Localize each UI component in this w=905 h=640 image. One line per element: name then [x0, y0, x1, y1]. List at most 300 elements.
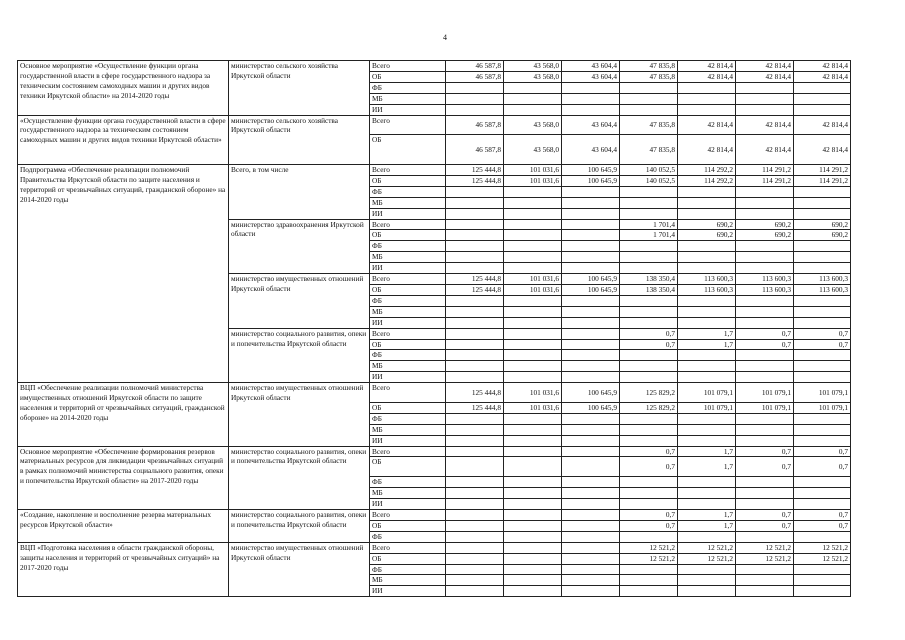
amount-cell: 101 079,1: [678, 402, 736, 413]
activity-name-cell: ВЦП «Обеспечение реализации полномочий министерства имущественных отношений Иркутской области по защите населения и территорий от чрезвычайных ситуаций, гражданской обороне» на 2014-2020 годы: [18, 383, 229, 446]
amount-cell: 690,2: [794, 230, 851, 241]
amount-cell: 0,7: [620, 520, 678, 531]
amount-cell: [678, 241, 736, 252]
amount-cell: 12 521,2: [678, 553, 736, 564]
amount-cell: [562, 372, 620, 383]
amount-cell: 114 292,2: [678, 175, 736, 186]
amount-cell: [446, 542, 504, 553]
amount-cell: [504, 82, 562, 93]
amount-cell: 101 031,6: [504, 402, 562, 413]
funding-source-cell: ИИ: [370, 499, 446, 510]
amount-cell: [504, 531, 562, 542]
amount-cell: [794, 372, 851, 383]
amount-cell: [736, 317, 794, 328]
amount-cell: [446, 104, 504, 115]
amount-cell: [504, 499, 562, 510]
amount-cell: 1 701,4: [620, 219, 678, 230]
amount-cell: [504, 477, 562, 488]
amount-cell: [620, 104, 678, 115]
amount-cell: 42 814,4: [794, 135, 851, 165]
amount-cell: 100 645,9: [562, 284, 620, 295]
amount-cell: 113 600,3: [794, 284, 851, 295]
amount-cell: [620, 372, 678, 383]
amount-cell: 101 079,1: [794, 402, 851, 413]
funding-source-cell: ИИ: [370, 208, 446, 219]
funding-source-cell: МБ: [370, 306, 446, 317]
amount-cell: 113 600,3: [678, 284, 736, 295]
amount-cell: [620, 413, 678, 424]
activity-name-cell: Основное мероприятие «Обеспечение формирования резервов материальных ресурсов для ликвидации чрезвычайных ситуаций в рамках полномочий министерства социального развития, опеки и попечительства Иркутской области» на 2017-2020 годы: [18, 446, 229, 509]
amount-cell: 101 031,6: [504, 274, 562, 285]
amount-cell: [678, 350, 736, 361]
funding-source-cell: Всего: [370, 165, 446, 176]
amount-cell: [446, 446, 504, 457]
amount-cell: [794, 499, 851, 510]
amount-cell: 0,7: [736, 328, 794, 339]
amount-cell: [504, 219, 562, 230]
amount-cell: [736, 104, 794, 115]
amount-cell: [678, 488, 736, 499]
table-row: [18, 165, 851, 176]
amount-cell: [736, 93, 794, 104]
amount-cell: [562, 488, 620, 499]
amount-cell: [678, 208, 736, 219]
amount-cell: 0,7: [736, 446, 794, 457]
amount-cell: [794, 197, 851, 208]
amount-cell: 0,7: [736, 509, 794, 520]
amount-cell: [446, 208, 504, 219]
amount-cell: 12 521,2: [736, 542, 794, 553]
amount-cell: [736, 208, 794, 219]
amount-cell: [620, 575, 678, 586]
amount-cell: [446, 499, 504, 510]
activity-name-cell: Основное мероприятие «Осуществление функции органа государственной власти в сфере государственного надзора за техническим состоянием самоходных машин и других видов техники Иркутской области» на 2014-2020 годы: [18, 61, 229, 116]
amount-cell: 0,7: [794, 446, 851, 457]
amount-cell: [562, 241, 620, 252]
amount-cell: 46 587,8: [446, 71, 504, 82]
amount-cell: 1,7: [678, 520, 736, 531]
amount-cell: [678, 413, 736, 424]
amount-cell: 0,7: [794, 328, 851, 339]
amount-cell: [678, 263, 736, 274]
amount-cell: [446, 263, 504, 274]
amount-cell: [504, 564, 562, 575]
amount-cell: 46 587,8: [446, 61, 504, 72]
amount-cell: [562, 317, 620, 328]
funding-source-cell: Всего: [370, 383, 446, 403]
amount-cell: [678, 306, 736, 317]
funding-source-cell: ИИ: [370, 586, 446, 597]
amount-cell: [504, 197, 562, 208]
amount-cell: 42 814,4: [794, 71, 851, 82]
amount-cell: 114 291,2: [736, 175, 794, 186]
amount-cell: 690,2: [678, 219, 736, 230]
funding-source-cell: ОБ: [370, 230, 446, 241]
amount-cell: 47 835,8: [620, 135, 678, 165]
amount-cell: 100 645,9: [562, 274, 620, 285]
amount-cell: [504, 306, 562, 317]
funding-source-cell: МБ: [370, 93, 446, 104]
amount-cell: [446, 306, 504, 317]
amount-cell: [794, 575, 851, 586]
executor-cell: министерство социального развития, опеки и попечительства Иркутской области: [229, 446, 370, 509]
amount-cell: [736, 82, 794, 93]
amount-cell: 0,7: [794, 509, 851, 520]
amount-cell: [794, 413, 851, 424]
amount-cell: 138 350,4: [620, 274, 678, 285]
amount-cell: [504, 350, 562, 361]
amount-cell: 690,2: [736, 219, 794, 230]
amount-cell: [678, 93, 736, 104]
funding-source-cell: ОБ: [370, 457, 446, 477]
amount-cell: [446, 424, 504, 435]
amount-cell: 12 521,2: [794, 553, 851, 564]
activity-name-cell: «Создание, накопление и восполнение резерва материальных ресурсов Иркутской области»: [18, 509, 229, 542]
amount-cell: [620, 531, 678, 542]
funding-source-cell: ФБ: [370, 241, 446, 252]
amount-cell: [504, 93, 562, 104]
amount-cell: [678, 317, 736, 328]
amount-cell: [446, 295, 504, 306]
funding-source-cell: ОБ: [370, 71, 446, 82]
amount-cell: [504, 328, 562, 339]
executor-cell: министерство имущественных отношений Иркутской области: [229, 383, 370, 446]
funding-source-cell: ОБ: [370, 339, 446, 350]
amount-cell: [736, 306, 794, 317]
amount-cell: 1 701,4: [620, 230, 678, 241]
amount-cell: 101 079,1: [794, 383, 851, 403]
amount-cell: 42 814,4: [794, 115, 851, 135]
amount-cell: [504, 446, 562, 457]
amount-cell: 101 031,6: [504, 383, 562, 403]
amount-cell: 43 568,0: [504, 115, 562, 135]
funding-source-cell: ФБ: [370, 295, 446, 306]
amount-cell: [562, 531, 620, 542]
amount-cell: [562, 186, 620, 197]
amount-cell: [446, 219, 504, 230]
amount-cell: 43 604,4: [562, 71, 620, 82]
table-row: [18, 446, 851, 457]
amount-cell: [504, 104, 562, 115]
amount-cell: [794, 531, 851, 542]
amount-cell: [678, 499, 736, 510]
amount-cell: [562, 252, 620, 263]
amount-cell: 12 521,2: [794, 542, 851, 553]
amount-cell: [504, 520, 562, 531]
amount-cell: [794, 350, 851, 361]
activity-name-cell: ВЦП «Подготовка населения в области гражданской обороны, защиты населения и территорий от чрезвычайных ситуаций» на 2017-2020 годы: [18, 542, 229, 597]
amount-cell: [562, 361, 620, 372]
amount-cell: [562, 219, 620, 230]
amount-cell: 1,7: [678, 457, 736, 477]
page-number: 4: [443, 33, 447, 42]
funding-source-cell: МБ: [370, 361, 446, 372]
amount-cell: [794, 93, 851, 104]
funding-source-cell: ОБ: [370, 520, 446, 531]
amount-cell: 1,7: [678, 509, 736, 520]
amount-cell: 101 031,6: [504, 284, 562, 295]
amount-cell: [736, 586, 794, 597]
amount-cell: 42 814,4: [736, 71, 794, 82]
amount-cell: [736, 488, 794, 499]
amount-cell: [446, 339, 504, 350]
amount-cell: [562, 306, 620, 317]
amount-cell: 125 829,2: [620, 402, 678, 413]
amount-cell: 114 291,2: [736, 165, 794, 176]
amount-cell: [562, 93, 620, 104]
amount-cell: 114 291,2: [794, 165, 851, 176]
amount-cell: [736, 499, 794, 510]
executor-cell: министерство имущественных отношений Иркутской области: [229, 274, 370, 329]
amount-cell: [504, 586, 562, 597]
amount-cell: [620, 350, 678, 361]
amount-cell: [620, 263, 678, 274]
amount-cell: [562, 457, 620, 477]
table-row: [18, 509, 851, 520]
amount-cell: [620, 241, 678, 252]
amount-cell: [620, 477, 678, 488]
amount-cell: [446, 564, 504, 575]
amount-cell: [562, 263, 620, 274]
amount-cell: [562, 435, 620, 446]
amount-cell: [446, 509, 504, 520]
amount-cell: 113 600,3: [678, 274, 736, 285]
amount-cell: [446, 457, 504, 477]
amount-cell: [620, 361, 678, 372]
amount-cell: [794, 186, 851, 197]
amount-cell: 12 521,2: [620, 553, 678, 564]
funding-source-cell: ОБ: [370, 402, 446, 413]
amount-cell: 0,7: [736, 339, 794, 350]
amount-cell: [446, 372, 504, 383]
amount-cell: [620, 295, 678, 306]
funding-source-cell: Всего: [370, 274, 446, 285]
amount-cell: [678, 295, 736, 306]
amount-cell: [678, 361, 736, 372]
funding-source-cell: МБ: [370, 575, 446, 586]
amount-cell: [562, 564, 620, 575]
amount-cell: 100 645,9: [562, 165, 620, 176]
funding-source-cell: Всего: [370, 115, 446, 135]
amount-cell: [736, 295, 794, 306]
executor-cell: министерство социального развития, опеки и попечительства Иркутской области: [229, 509, 370, 542]
amount-cell: [504, 509, 562, 520]
funding-source-cell: МБ: [370, 488, 446, 499]
amount-cell: 46 587,8: [446, 135, 504, 165]
executor-cell: Всего, в том числе: [229, 165, 370, 220]
amount-cell: [678, 575, 736, 586]
amount-cell: [794, 424, 851, 435]
amount-cell: [794, 241, 851, 252]
funding-source-cell: ИИ: [370, 372, 446, 383]
funding-source-cell: ФБ: [370, 186, 446, 197]
table-row: [18, 61, 851, 72]
funding-source-cell: Всего: [370, 446, 446, 457]
amount-cell: 12 521,2: [620, 542, 678, 553]
amount-cell: [736, 241, 794, 252]
amount-cell: [562, 328, 620, 339]
amount-cell: 114 291,2: [794, 175, 851, 186]
amount-cell: 100 645,9: [562, 175, 620, 186]
amount-cell: [504, 339, 562, 350]
amount-cell: 100 645,9: [562, 402, 620, 413]
amount-cell: [620, 208, 678, 219]
amount-cell: [446, 520, 504, 531]
amount-cell: [504, 252, 562, 263]
amount-cell: [504, 230, 562, 241]
amount-cell: [562, 575, 620, 586]
amount-cell: [504, 317, 562, 328]
amount-cell: [678, 564, 736, 575]
executor-cell: министерство здравоохранения Иркутской области: [229, 219, 370, 274]
amount-cell: [504, 295, 562, 306]
amount-cell: [794, 306, 851, 317]
amount-cell: [678, 477, 736, 488]
amount-cell: [446, 230, 504, 241]
amount-cell: [562, 82, 620, 93]
amount-cell: [678, 435, 736, 446]
amount-cell: 42 814,4: [736, 135, 794, 165]
amount-cell: 0,7: [620, 457, 678, 477]
funding-source-cell: ФБ: [370, 82, 446, 93]
funding-source-cell: ОБ: [370, 175, 446, 186]
amount-cell: 101 079,1: [678, 383, 736, 403]
amount-cell: [794, 488, 851, 499]
amount-cell: 0,7: [794, 457, 851, 477]
amount-cell: [446, 361, 504, 372]
amount-cell: 690,2: [678, 230, 736, 241]
executor-cell: министерство сельского хозяйства Иркутской области: [229, 115, 370, 164]
amount-cell: [504, 575, 562, 586]
amount-cell: [504, 208, 562, 219]
amount-cell: [794, 295, 851, 306]
amount-cell: [504, 413, 562, 424]
table-row: [18, 383, 851, 403]
amount-cell: [446, 93, 504, 104]
amount-cell: [562, 197, 620, 208]
amount-cell: [446, 197, 504, 208]
amount-cell: [736, 263, 794, 274]
amount-cell: 101 079,1: [736, 383, 794, 403]
amount-cell: [620, 586, 678, 597]
amount-cell: 42 814,4: [736, 61, 794, 72]
amount-cell: [562, 586, 620, 597]
amount-cell: [736, 564, 794, 575]
amount-cell: 1,7: [678, 328, 736, 339]
amount-cell: [504, 457, 562, 477]
amount-cell: [446, 82, 504, 93]
amount-cell: 47 835,8: [620, 71, 678, 82]
amount-cell: [504, 424, 562, 435]
activity-name-cell: Подпрограмма «Обеспечение реализации полномочий Правительства Иркутской области по защите населения и территорий от чрезвычайных ситуаций, гражданской обороне» на 2014-2020 годы: [18, 165, 229, 383]
amount-cell: [794, 435, 851, 446]
funding-source-cell: ФБ: [370, 413, 446, 424]
amount-cell: 690,2: [736, 230, 794, 241]
table-row: [18, 542, 851, 553]
amount-cell: 125 444,8: [446, 383, 504, 403]
amount-cell: [736, 413, 794, 424]
amount-cell: [794, 564, 851, 575]
amount-cell: [446, 488, 504, 499]
amount-cell: [446, 553, 504, 564]
funding-source-cell: Всего: [370, 542, 446, 553]
amount-cell: [562, 339, 620, 350]
funding-source-cell: Всего: [370, 509, 446, 520]
amount-cell: [794, 317, 851, 328]
amount-cell: [736, 197, 794, 208]
amount-cell: [678, 531, 736, 542]
amount-cell: 42 814,4: [736, 115, 794, 135]
amount-cell: 0,7: [794, 520, 851, 531]
amount-cell: 125 444,8: [446, 402, 504, 413]
amount-cell: [678, 372, 736, 383]
amount-cell: [620, 564, 678, 575]
amount-cell: [678, 586, 736, 597]
amount-cell: [446, 328, 504, 339]
amount-cell: 690,2: [794, 219, 851, 230]
amount-cell: 43 568,0: [504, 61, 562, 72]
amount-cell: 0,7: [620, 328, 678, 339]
amount-cell: 140 052,5: [620, 175, 678, 186]
amount-cell: [736, 531, 794, 542]
amount-cell: [446, 317, 504, 328]
amount-cell: [562, 509, 620, 520]
amount-cell: [736, 350, 794, 361]
funding-source-cell: Всего: [370, 219, 446, 230]
funding-source-cell: ОБ: [370, 553, 446, 564]
amount-cell: [678, 424, 736, 435]
amount-cell: 42 814,4: [678, 115, 736, 135]
executor-cell: министерство имущественных отношений Иркутской области: [229, 542, 370, 597]
executor-cell: министерство сельского хозяйства Иркутской области: [229, 61, 370, 116]
amount-cell: [446, 252, 504, 263]
funding-source-cell: ИИ: [370, 263, 446, 274]
amount-cell: 47 835,8: [620, 61, 678, 72]
amount-cell: 43 604,4: [562, 115, 620, 135]
amount-cell: [794, 252, 851, 263]
amount-cell: 47 835,8: [620, 115, 678, 135]
amount-cell: 140 052,5: [620, 165, 678, 176]
amount-cell: 101 031,6: [504, 175, 562, 186]
amount-cell: [504, 488, 562, 499]
amount-cell: 43 568,0: [504, 135, 562, 165]
amount-cell: [678, 186, 736, 197]
amount-cell: 43 604,4: [562, 61, 620, 72]
amount-cell: 42 814,4: [678, 135, 736, 165]
amount-cell: [620, 499, 678, 510]
table-row: [18, 115, 851, 135]
amount-cell: [620, 488, 678, 499]
amount-cell: 1,7: [678, 446, 736, 457]
amount-cell: [736, 186, 794, 197]
amount-cell: [504, 186, 562, 197]
amount-cell: [620, 435, 678, 446]
amount-cell: [562, 295, 620, 306]
funding-source-cell: ИИ: [370, 317, 446, 328]
amount-cell: 12 521,2: [736, 553, 794, 564]
amount-cell: [620, 317, 678, 328]
amount-cell: 125 444,8: [446, 165, 504, 176]
amount-cell: [562, 542, 620, 553]
amount-cell: [678, 104, 736, 115]
amount-cell: 113 600,3: [736, 284, 794, 295]
amount-cell: 42 814,4: [678, 71, 736, 82]
funding-source-cell: МБ: [370, 424, 446, 435]
amount-cell: 138 350,4: [620, 284, 678, 295]
amount-cell: [620, 424, 678, 435]
amount-cell: [562, 553, 620, 564]
amount-cell: 114 292,2: [678, 165, 736, 176]
